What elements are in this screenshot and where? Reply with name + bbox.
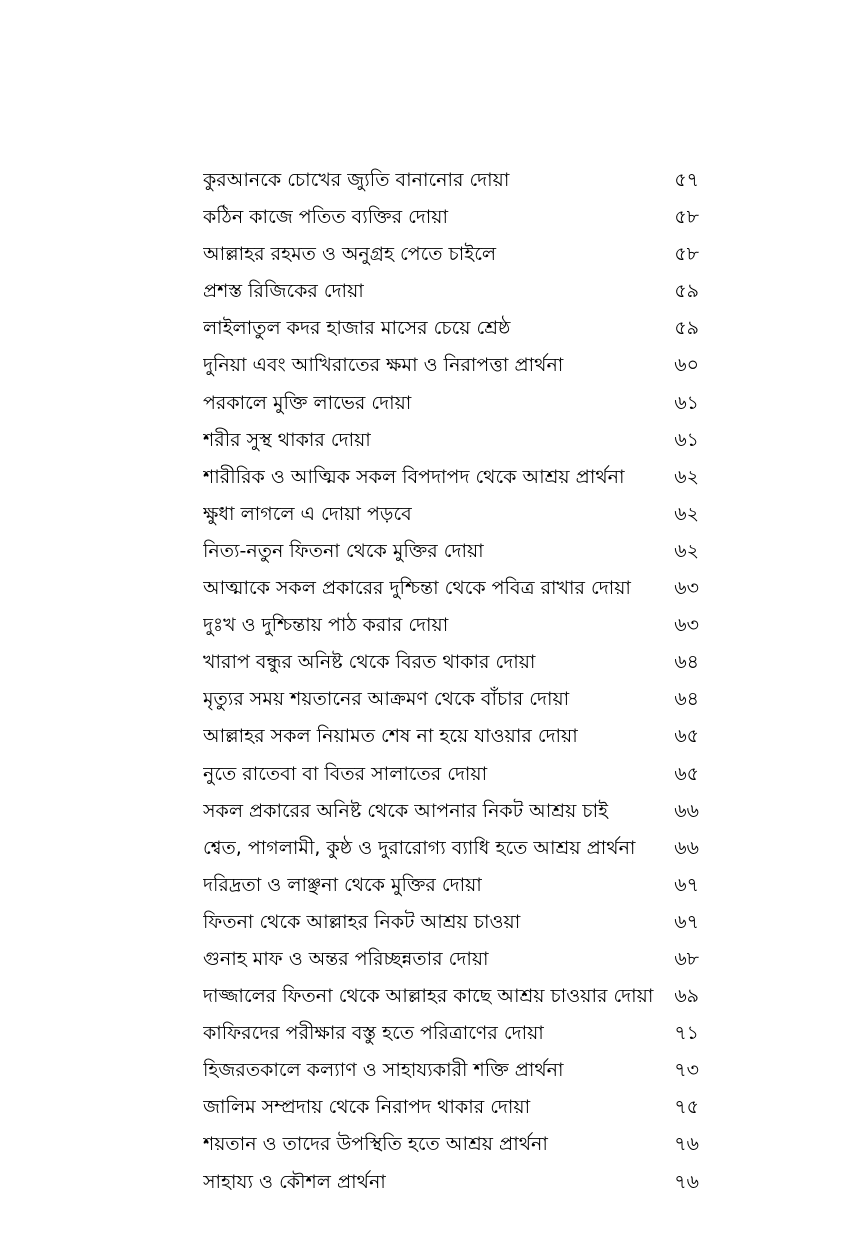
toc-entry-title: আত্মাকে সকল প্রকারের দুশ্চিন্তা থেকে পবিত্র রাখার দোয়া bbox=[203, 577, 631, 600]
toc-entry-page: ৬২ bbox=[674, 502, 699, 525]
toc-entry bbox=[203, 756, 699, 793]
toc-entry-page: ৭৩ bbox=[674, 1059, 699, 1082]
toc-entry-page: ৬৬ bbox=[674, 836, 699, 859]
toc-entry-page: ৬০ bbox=[674, 354, 699, 377]
toc-entry-page: ৬৩ bbox=[674, 577, 699, 600]
toc-entry-title: শারীরিক ও আত্মিক সকল বিপদাপদ থেকে আশ্রয় প্রার্থনা bbox=[203, 465, 625, 488]
toc-entry-title: কুরআনকে চোখের জ্যুতি বানানোর দোয়া bbox=[203, 169, 510, 191]
toc-entry bbox=[203, 422, 699, 459]
toc-entry-page: ৬১ bbox=[674, 428, 699, 451]
toc-entry-title: ফিতনা থেকে আল্লাহর নিকট আশ্রয় চাওয়া bbox=[203, 910, 521, 933]
toc-entry bbox=[203, 496, 699, 533]
toc-entry-page: ৬৫ bbox=[674, 762, 699, 785]
toc-entry-page: ৫৯ bbox=[674, 280, 699, 303]
toc-entry-page: ৫৭ bbox=[674, 169, 699, 191]
toc-entry bbox=[203, 273, 699, 310]
toc-entry bbox=[203, 830, 699, 867]
toc-entry-page: ৫৯ bbox=[674, 317, 699, 340]
toc-entry-title: নুতে রাতেবা বা বিতর সালাতের দোয়া bbox=[203, 762, 488, 785]
toc-entry-title: কাফিরদের পরীক্ষার বস্তু হতে পরিত্রাণের দোয়া bbox=[203, 1022, 544, 1045]
toc-entry-page: ৭১ bbox=[674, 1022, 699, 1045]
toc-entry bbox=[203, 793, 699, 830]
toc-entry bbox=[203, 236, 699, 273]
toc-entry bbox=[203, 347, 699, 384]
toc-entry bbox=[203, 199, 699, 236]
toc-entry-page: ৬২ bbox=[674, 465, 699, 488]
toc-entry-title: নিত্য-নতুন ফিতনা থেকে মুক্তির দোয়া bbox=[203, 539, 484, 562]
toc-entry bbox=[203, 941, 699, 978]
toc-entry bbox=[203, 162, 699, 199]
toc-entry-title: শরীর সুস্থ থাকার দোয়া bbox=[203, 428, 371, 451]
toc-entry-title: আল্লাহর সকল নিয়ামত শেষ না হয়ে যাওয়ার দোয়া bbox=[203, 725, 578, 748]
toc-entry-page: ৬৯ bbox=[674, 985, 699, 1008]
toc-entry-page: ৬১ bbox=[674, 391, 699, 414]
toc-entry bbox=[203, 533, 699, 570]
toc-entry-page: ৭৬ bbox=[674, 1170, 699, 1193]
toc-entry-page: ৬৭ bbox=[674, 873, 699, 896]
toc-entry-title: আল্লাহর রহমত ও অনুগ্রহ পেতে চাইলে bbox=[203, 243, 496, 266]
toc-entry-title: কঠিন কাজে পতিত ব্যক্তির দোয়া bbox=[203, 206, 448, 229]
toc-entry-page: ৬৭ bbox=[674, 910, 699, 933]
toc-entry-title: গুনাহ মাফ ও অন্তর পরিচ্ছন্নতার দোয়া bbox=[203, 947, 489, 970]
toc-entry-title: মৃত্যুর সময় শয়তানের আক্রমণ থেকে বাঁচার দোয়া bbox=[203, 688, 570, 711]
toc-entry-page: ৫৮ bbox=[674, 243, 699, 266]
toc-entry-page: ৬৮ bbox=[674, 947, 699, 970]
toc-entry bbox=[203, 310, 699, 347]
toc-entry-title: শ্বেত, পাগলামী, কুষ্ঠ ও দুরারোগ্য ব্যাধি হতে আশ্রয় প্রার্থনা bbox=[203, 836, 636, 859]
toc-entry-title: দাজ্জালের ফিতনা থেকে আল্লাহর কাছে আশ্রয় চাওয়ার দোয়া bbox=[203, 985, 654, 1008]
toc-entry-title: হিজরতকালে কল্যাণ ও সাহায্যকারী শক্তি প্রার্থনা bbox=[203, 1059, 564, 1082]
toc-entry bbox=[203, 1015, 699, 1052]
toc-entry bbox=[203, 607, 699, 644]
toc-entry-title: খারাপ বন্ধুর অনিষ্ট থেকে বিরত থাকার দোয়া bbox=[203, 651, 536, 674]
toc-entry-page: ৬৬ bbox=[674, 799, 699, 822]
toc-entry bbox=[203, 1164, 699, 1201]
toc-entry-title: দরিদ্রতা ও লাঞ্ছনা থেকে মুক্তির দোয়া bbox=[203, 873, 482, 896]
toc-entry bbox=[203, 681, 699, 718]
toc-entry-page: ৬৪ bbox=[674, 651, 699, 674]
toc-entry-title: প্রশস্ত রিজিকের দোয়া bbox=[203, 280, 364, 303]
toc-entry-page: ৭৫ bbox=[674, 1096, 699, 1119]
toc-entry-title: পরকালে মুক্তি লাভের দোয়া bbox=[203, 391, 412, 414]
toc-entry bbox=[203, 385, 699, 422]
toc-entry bbox=[203, 644, 699, 681]
toc-entry bbox=[203, 459, 699, 496]
toc-entry-page: ৬৪ bbox=[674, 688, 699, 711]
toc-entry-page: ৭৬ bbox=[674, 1133, 699, 1156]
toc-entry bbox=[203, 1052, 699, 1089]
toc-entry-page: ৬৩ bbox=[674, 614, 699, 637]
toc-entry-title: শয়তান ও তাদের উপস্থিতি হতে আশ্রয় প্রার্থনা bbox=[203, 1133, 548, 1156]
toc-entry-title: ক্ষুধা লাগলে এ দোয়া পড়বে bbox=[203, 502, 412, 525]
toc-entry bbox=[203, 1089, 699, 1126]
toc-entry bbox=[203, 867, 699, 904]
toc-entry bbox=[203, 718, 699, 755]
toc-entry-title: দুনিয়া এবং আখিরাতের ক্ষমা ও নিরাপত্তা প্রার্থনা bbox=[203, 354, 564, 377]
toc-entry-page: ৬৫ bbox=[674, 725, 699, 748]
toc-entry-title: সাহায্য ও কৌশল প্রার্থনা bbox=[203, 1170, 386, 1193]
toc-entry bbox=[203, 904, 699, 941]
toc-entry-title: জালিম সম্প্রদায় থেকে নিরাপদ থাকার দোয়া bbox=[203, 1096, 531, 1119]
toc-entry bbox=[203, 1126, 699, 1163]
toc-entry-page: ৬২ bbox=[674, 539, 699, 562]
toc-entry bbox=[203, 570, 699, 607]
table-of-contents bbox=[203, 162, 699, 1201]
toc-entry bbox=[203, 978, 699, 1015]
toc-entry-title: লাইলাতুল কদর হাজার মাসের চেয়ে শ্রেষ্ঠ bbox=[203, 317, 511, 340]
toc-entry-page: ৫৮ bbox=[674, 206, 699, 229]
toc-entry-title: দুঃখ ও দুশ্চিন্তায় পাঠ করার দোয়া bbox=[203, 614, 449, 637]
toc-entry-title: সকল প্রকারের অনিষ্ট থেকে আপনার নিকট আশ্রয় চাই bbox=[203, 799, 608, 822]
